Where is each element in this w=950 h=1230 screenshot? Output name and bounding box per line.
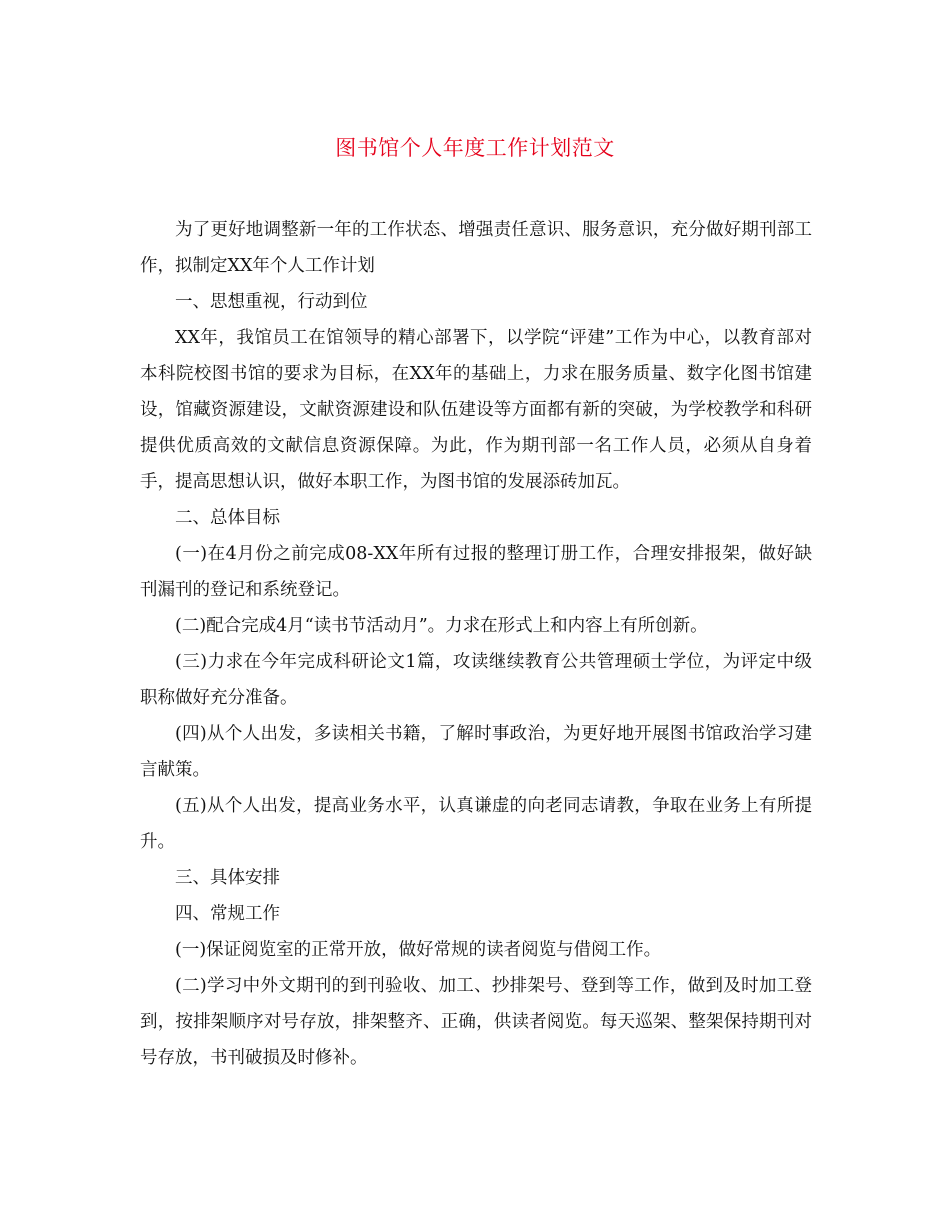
paragraph-intro: 为了更好地调整新一年的工作状态、增强责任意识、服务意识，充分做好期刊部工作，拟制定XX年个人工作计划 <box>140 220 812 276</box>
paragraph-goal-2: (二)配合完成4月“读书节活动月”。力求在形式上和内容上有所创新。 <box>175 616 708 636</box>
heading-section-2: 二、总体目标 <box>175 508 280 528</box>
paragraph-routine-1: (一)保证阅览室的正常开放，做好常规的读者阅览与借阅工作。 <box>175 940 662 960</box>
paragraph-goal-1: (一)在4月份之前完成08-XX年所有过报的整理订册工作，合理安排报架，做好缺刊漏刊的登记和系统登记。 <box>140 544 812 600</box>
heading-section-1: 一、思想重视，行动到位 <box>175 292 368 312</box>
paragraph-goal-4: (四)从个人出发，多读相关书籍，了解时事政治，为更好地开展图书馆政治学习建言献策。 <box>140 724 812 780</box>
paragraph-section-1: XX年，我馆员工在馆领导的精心部署下，以学院“评建”工作为中心，以教育部对本科院校图书馆的要求为目标，在XX年的基础上，力求在服务质量、数字化图书馆建设，馆藏资源建设，文献资源建设和队伍建设等方面都有新的突破，为学校教学和科研提供优质高效的文献信息资源保障。为此，作为期刊部一名工作人员，必须从自身着手，提高思想认识，做好本职工作，为图书馆的发展添砖加瓦。 <box>140 328 812 492</box>
document-title: 图书馆个人年度工作计划范文 <box>335 136 615 160</box>
heading-section-3: 三、具体安排 <box>175 868 280 888</box>
paragraph-goal-3: (三)力求在今年完成科研论文1篇，攻读继续教育公共管理硕士学位，为评定中级职称做好充分准备。 <box>140 652 812 708</box>
document-body <box>140 212 812 1076</box>
heading-section-4: 四、常规工作 <box>175 904 280 924</box>
paragraph-routine-2: (二)学习中外文期刊的到刊验收、加工、抄排架号、登到等工作，做到及时加工登到，按排架顺序对号存放，排架整齐、正确，供读者阅览。每天巡架、整架保持期刊对号存放，书刊破损及时修补。 <box>140 976 812 1068</box>
paragraph-goal-5: (五)从个人出发，提高业务水平，认真谦虚的向老同志请教，争取在业务上有所提升。 <box>140 796 812 852</box>
